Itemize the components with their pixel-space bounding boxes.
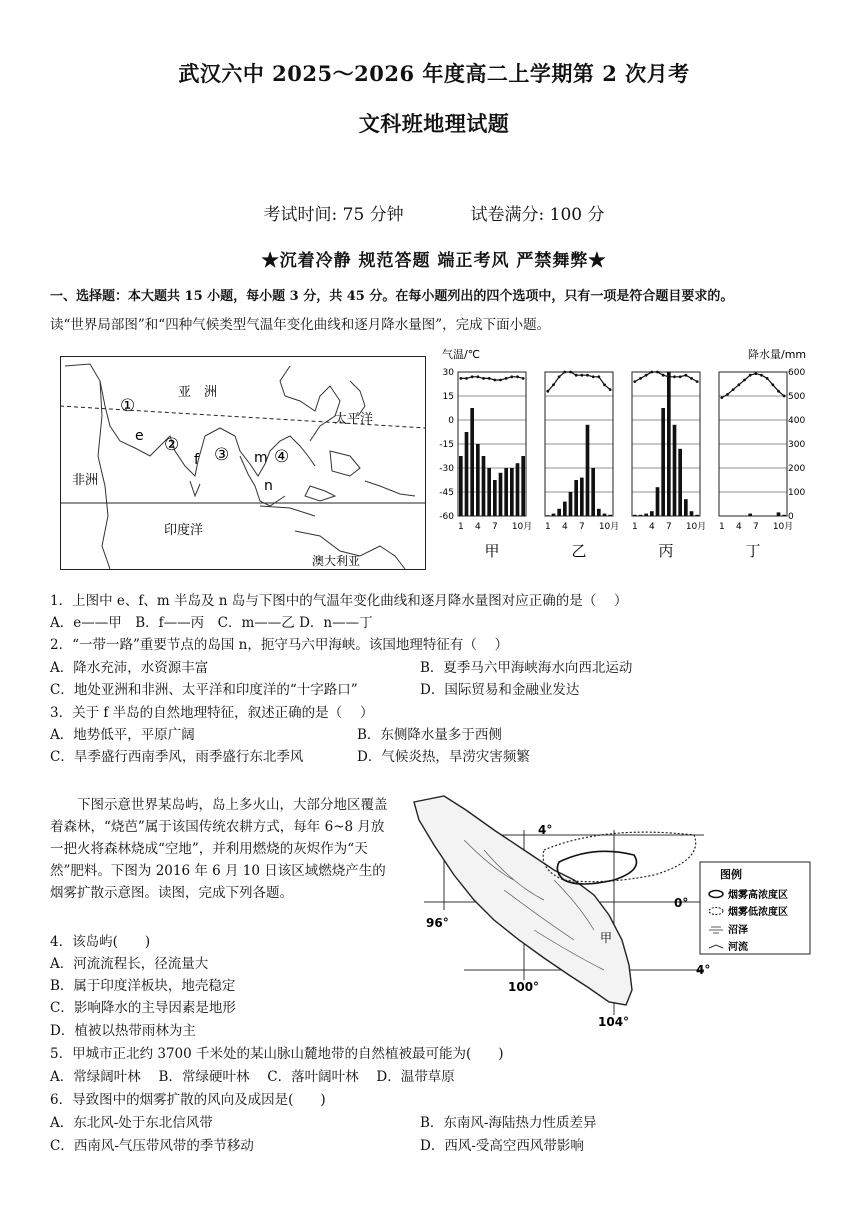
precip-axis-label: 降水量/mm xyxy=(748,348,807,361)
precip-bar xyxy=(552,514,556,516)
temp-point xyxy=(586,374,589,377)
lat-4s: 4° xyxy=(696,963,711,977)
month-tick-label: 4 xyxy=(561,522,568,532)
q3-stem: 3．关于 f 半岛的自然地理特征，叙述正确的是（ ） xyxy=(50,705,374,721)
exam-time: 考试时间: 75 分钟 xyxy=(263,205,404,225)
label-circle-4: ④ xyxy=(274,447,290,467)
precip-tick-label: 500 xyxy=(788,392,806,402)
temp-point xyxy=(552,383,555,386)
temp-point xyxy=(592,375,595,378)
precip-tick-label: 100 xyxy=(788,488,806,498)
temp-ticks xyxy=(439,368,454,522)
q6-option-b: B．东南风-海陆热力性质差异 xyxy=(420,1115,597,1131)
precip-bar xyxy=(546,515,550,516)
section-heading: 一、选择题：本大题共 15 小题，每小题 3 分，共 45 分。在每小题列出的四个选项中，只有一项是符合题目要求的。 xyxy=(50,289,734,304)
precip-bar xyxy=(695,515,699,516)
precip-tick-label: 0 xyxy=(788,512,794,522)
temp-point xyxy=(609,388,612,391)
temp-point xyxy=(482,377,485,380)
precip-bar xyxy=(586,425,590,516)
precip-bar xyxy=(644,514,648,516)
precip-bar xyxy=(639,515,643,516)
precip-bar xyxy=(667,372,671,516)
month-tick-label: 4 xyxy=(474,522,481,532)
q5-stem: 5．甲城市正北约 3700 千米处的某山脉山麓地带的自然植被最可能为( ) xyxy=(50,1046,504,1062)
q4-option-d: D．植被以热带雨林为主 xyxy=(50,1023,196,1039)
precip-bar xyxy=(690,511,694,516)
q3-option-d: D．气候炎热，旱涝灾害频繁 xyxy=(357,749,530,765)
precip-bar xyxy=(650,511,654,516)
temp-point xyxy=(471,375,474,378)
lat-4n: 4° xyxy=(538,823,553,837)
temp-point xyxy=(720,396,723,399)
q3-option-b: B．东侧降水量多于西侧 xyxy=(357,727,502,743)
label-e: e xyxy=(135,428,144,444)
precip-bar xyxy=(656,487,660,516)
panel-name: 乙 xyxy=(571,542,587,560)
label-m: m xyxy=(254,450,268,466)
precip-bar xyxy=(499,473,503,516)
label-circle-3: ③ xyxy=(214,445,230,465)
precip-bar xyxy=(580,478,584,516)
q6-option-c: C．西南风-气压带风带的季节移动 xyxy=(50,1138,254,1154)
temp-point xyxy=(743,379,746,382)
month-tick-label: 1 xyxy=(457,522,464,532)
temp-point xyxy=(645,374,648,377)
month-tick-label: 7 xyxy=(578,522,585,532)
q1-options: A．e——甲 B．f——丙 C．m——乙 D．n——丁 xyxy=(50,615,373,631)
q4-option-a: A．河流流程长，径流量大 xyxy=(50,956,209,972)
month-tick-label: 10月 xyxy=(685,522,707,532)
chart-panels xyxy=(458,371,793,560)
world-partial-map xyxy=(60,356,426,570)
month-tick-label: 7 xyxy=(665,522,672,532)
temp-point xyxy=(639,377,642,380)
temp-point xyxy=(684,374,687,377)
month-tick-label: 7 xyxy=(752,522,759,532)
month-tick-label: 1 xyxy=(544,522,551,532)
map-legend xyxy=(700,862,810,954)
label-asia: 亚 洲 xyxy=(178,385,218,400)
label-pacific: 太平洋 xyxy=(334,412,374,427)
temp-point xyxy=(679,375,682,378)
month-tick-label: 1 xyxy=(631,522,638,532)
precip-bar xyxy=(465,432,469,516)
q4-option-b: B．属于印度洋板块，地壳稳定 xyxy=(50,978,236,994)
legend-high: 烟雾高浓度区 xyxy=(728,890,788,901)
lat-0: 0° xyxy=(674,896,689,910)
month-tick-label: 10月 xyxy=(511,522,533,532)
temp-tick-label: -60 xyxy=(439,512,454,522)
month-tick-label: 10月 xyxy=(598,522,620,532)
panel-name: 丁 xyxy=(745,542,761,560)
label-australia: 澳大利亚 xyxy=(312,554,361,568)
temp-point xyxy=(499,379,502,382)
precip-bar xyxy=(459,456,463,516)
precip-bar xyxy=(748,514,752,516)
temp-point xyxy=(667,375,670,378)
temp-point xyxy=(650,371,653,374)
q2-option-a: A．降水充沛，水资源丰富 xyxy=(50,660,209,676)
lon-104: 104° xyxy=(598,1015,630,1029)
q2-stem: 2．“一带一路”重要节点的岛国 n，扼守马六甲海峡。该国地理特征有（ ） xyxy=(50,637,509,653)
q6-option-d: D．西风-受高空西风带影响 xyxy=(420,1138,584,1154)
legend-river: 河流 xyxy=(728,942,748,953)
lon-100: 100° xyxy=(508,980,540,994)
q3-option-c: C．旱季盛行西南季风，雨季盛行东北季风 xyxy=(50,749,304,765)
climate-panel-1 xyxy=(458,372,532,560)
temp-point xyxy=(569,371,572,374)
temp-point xyxy=(726,393,729,396)
panel-name: 丙 xyxy=(658,542,674,560)
temp-axis-label: 气温/℃ xyxy=(442,348,481,361)
precip-bar xyxy=(569,492,573,516)
climate-charts xyxy=(438,344,808,566)
q6-stem: 6．导致图中的烟雾扩散的风向及成因是( ) xyxy=(50,1092,326,1108)
temp-point xyxy=(558,375,561,378)
temp-point xyxy=(459,377,462,380)
precip-tick-label: 200 xyxy=(788,464,806,474)
temp-tick-label: -45 xyxy=(439,488,454,498)
q3-option-a: A．地势低平，平原广阔 xyxy=(50,727,195,743)
precip-bar xyxy=(574,480,578,516)
precip-bar xyxy=(557,509,561,516)
precip-bar xyxy=(777,512,781,516)
temp-tick-label: 15 xyxy=(442,392,454,402)
precip-bar xyxy=(504,468,508,516)
temp-point xyxy=(690,377,693,380)
precip-bar xyxy=(493,480,497,516)
temp-point xyxy=(580,374,583,377)
temp-point xyxy=(766,377,769,380)
q5-options: A．常绿阔叶林 B．常绿硬叶林 C．落叶阔叶林 D．温带草原 xyxy=(50,1069,455,1085)
precip-bar xyxy=(678,449,682,516)
temp-point xyxy=(563,371,566,374)
temp-tick-label: -15 xyxy=(439,440,454,450)
climate-panel-3 xyxy=(632,371,706,560)
precip-tick-label: 300 xyxy=(788,440,806,450)
precip-bar xyxy=(633,515,637,516)
month-tick-label: 4 xyxy=(735,522,742,532)
label-africa: 非洲 xyxy=(72,473,99,488)
climate-panel-2 xyxy=(545,371,619,560)
temp-point xyxy=(603,383,606,386)
label-n: n xyxy=(264,478,273,494)
climate-panel-4 xyxy=(719,372,793,560)
q2-option-d: D．国际贸易和金融业发达 xyxy=(420,682,580,698)
temp-point xyxy=(737,383,740,386)
legend-title: 图例 xyxy=(720,868,742,881)
temp-point xyxy=(732,388,735,391)
temp-point xyxy=(575,374,578,377)
month-tick-label: 7 xyxy=(491,522,498,532)
temp-point xyxy=(749,374,752,377)
precip-tick-label: 400 xyxy=(788,416,806,426)
temp-point xyxy=(696,380,699,383)
temp-point xyxy=(516,375,519,378)
q4-option-c: C．影响降水的主导因素是地形 xyxy=(50,1000,236,1016)
precip-bar xyxy=(608,515,612,516)
precip-bar xyxy=(603,514,607,516)
temp-point xyxy=(754,372,757,375)
section-intro: 读“世界局部图”和“四种气候类型气温年变化曲线和逐月降水量图”，完成下面小题。 xyxy=(50,317,551,333)
precip-bar xyxy=(510,468,514,516)
precip-bar xyxy=(591,468,595,516)
temp-tick-label: 30 xyxy=(442,368,454,378)
temp-point xyxy=(783,395,786,398)
island-shape xyxy=(414,796,632,1005)
precip-bar xyxy=(661,408,665,516)
temp-point xyxy=(546,390,549,393)
precip-bar xyxy=(782,515,786,516)
precip-bar xyxy=(516,463,520,516)
temp-point xyxy=(493,379,496,382)
exam-title: 武汉六中 2025～2026 年度高二上学期第 2 次月考 xyxy=(178,61,690,86)
exam-info xyxy=(0,200,868,225)
q4-stem: 4．该岛屿( ) xyxy=(50,934,151,950)
temp-point xyxy=(488,377,491,380)
exam-motto: ★沉着冷静 规范答题 端正考风 严禁舞弊★ xyxy=(261,251,607,271)
temp-point xyxy=(771,383,774,386)
label-indian-ocean: 印度洋 xyxy=(164,523,204,538)
temp-point xyxy=(656,371,659,374)
precip-bar xyxy=(487,468,491,516)
temp-point xyxy=(760,374,763,377)
city-jia: 甲 xyxy=(600,931,613,945)
precip-bar xyxy=(563,502,567,516)
lon-96: 96° xyxy=(426,916,449,930)
label-circle-2: ② xyxy=(164,435,180,455)
month-tick-label: 4 xyxy=(648,522,655,532)
temp-point xyxy=(522,377,525,380)
temp-tick-label: -30 xyxy=(439,464,454,474)
legend-low: 烟雾低浓度区 xyxy=(728,907,788,918)
island-smoke-map xyxy=(404,790,816,1030)
precip-bar xyxy=(470,408,474,516)
temp-point xyxy=(597,375,600,378)
month-tick-label: 1 xyxy=(718,522,725,532)
label-circle-1: ① xyxy=(120,396,136,416)
q1-stem: 1．上图中 e、f、m 半岛及 n 岛与下图中的气温年变化曲线和逐月降水量图对应正确的是（ ） xyxy=(50,593,628,609)
precip-bar xyxy=(673,425,677,516)
temp-point xyxy=(476,375,479,378)
legend-swamp: 沼泽 xyxy=(728,925,748,936)
precip-bar xyxy=(597,509,601,516)
label-f: f xyxy=(194,452,199,468)
precip-bar xyxy=(476,444,480,516)
precip-bar xyxy=(684,499,688,516)
exam-subtitle: 文科班地理试题 xyxy=(358,111,510,136)
q2-option-b: B．夏季马六甲海峡海水向西北运动 xyxy=(420,660,633,676)
precip-ticks xyxy=(788,368,805,522)
smoke-low-zone xyxy=(543,832,695,882)
temp-point xyxy=(505,377,508,380)
temp-point xyxy=(510,375,513,378)
precip-bar xyxy=(521,456,525,516)
passage-2: 下图示意世界某岛屿，岛上多火山，大部分地区覆盖着森林，“烧芭”属于该国传统农耕方式，每年 6~8 月放一把火将森林烧成“空地”，并利用燃烧的灰烬作为“天然”肥料。下图为 2016 年 6 月 10 日该区域燃烧产生的烟雾扩散示意图。读图，完成下列各题。 xyxy=(50,797,388,901)
q2-option-c: C．地处亚洲和非洲、太平洋和印度洋的“十字路口” xyxy=(50,682,358,698)
temp-point xyxy=(465,377,468,380)
temp-tick-label: 0 xyxy=(448,416,454,426)
temp-point xyxy=(673,375,676,378)
q6-option-a: A．东北风-处于东北信风带 xyxy=(50,1115,213,1131)
full-score: 试卷满分: 100 分 xyxy=(470,205,605,225)
precip-tick-label: 600 xyxy=(788,368,806,378)
panel-name: 甲 xyxy=(484,542,500,560)
temp-point xyxy=(662,374,665,377)
precip-bar xyxy=(482,456,486,516)
temp-point xyxy=(777,390,780,393)
temp-point xyxy=(633,380,636,383)
month-tick-label: 10月 xyxy=(772,522,794,532)
